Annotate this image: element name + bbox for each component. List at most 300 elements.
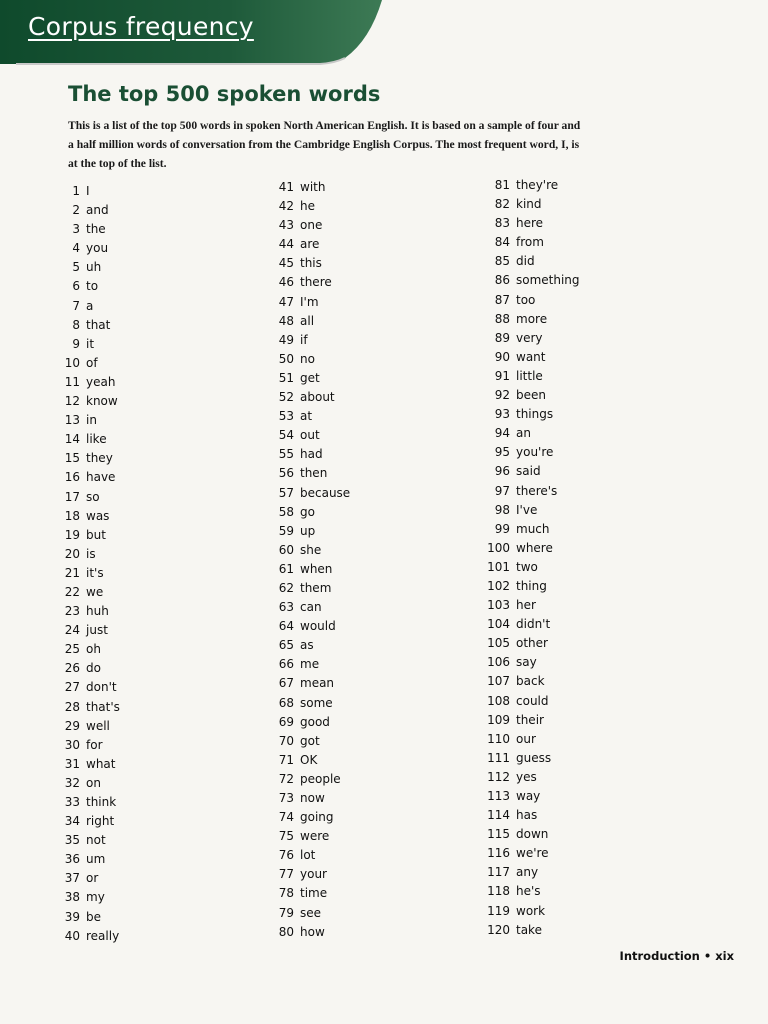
word-entry [264, 426, 414, 445]
word-rank: 27 [64, 680, 80, 695]
word-rank: 50 [278, 351, 294, 366]
word-rank: 13 [64, 413, 80, 428]
word-text: and [86, 203, 109, 218]
word-text: there [300, 275, 332, 290]
word-entry [50, 869, 200, 888]
word-text: he's [516, 884, 541, 899]
word-entry [480, 291, 630, 310]
word-rank: 44 [278, 237, 294, 252]
word-text: my [86, 890, 105, 905]
word-rank: 56 [278, 466, 294, 481]
word-rank: 82 [494, 197, 510, 212]
word-text: so [86, 489, 100, 504]
word-entry [50, 717, 200, 736]
word-rank: 58 [278, 504, 294, 519]
word-entry [264, 579, 414, 598]
word-entry [50, 888, 200, 907]
word-text: is [86, 546, 96, 561]
word-rank: 43 [278, 218, 294, 233]
word-text: really [86, 928, 120, 943]
word-entry [264, 674, 414, 693]
word-entry [264, 216, 414, 235]
word-text: things [516, 407, 554, 422]
word-rank: 45 [278, 256, 294, 271]
word-text: thing [516, 578, 547, 593]
word-text: they're [516, 178, 559, 192]
word-text: work [516, 903, 546, 918]
word-text: a [86, 298, 94, 313]
word-entry [264, 388, 414, 407]
word-text: for [86, 737, 103, 752]
word-text: that's [86, 699, 120, 714]
word-rank: 95 [494, 445, 510, 460]
word-text: no [300, 351, 315, 366]
word-entry [50, 297, 200, 316]
word-text: too [516, 292, 536, 307]
word-text: what [86, 756, 116, 771]
word-rank: 70 [278, 733, 294, 748]
word-rank: 6 [72, 279, 80, 294]
word-entry [50, 564, 200, 583]
word-rank: 78 [278, 886, 294, 901]
word-rank: 75 [278, 829, 294, 844]
word-rank: 86 [494, 273, 510, 288]
word-rank: 12 [64, 394, 80, 409]
word-text: from [516, 235, 544, 250]
word-entry [50, 277, 200, 296]
word-rank: 80 [278, 924, 294, 939]
word-rank: 73 [278, 791, 294, 805]
word-rank: 29 [64, 718, 80, 733]
word-entry [50, 755, 200, 774]
word-entry [480, 863, 630, 882]
word-rank: 53 [278, 409, 294, 424]
word-entry [264, 522, 414, 541]
word-text: much [516, 521, 550, 536]
word-text: was [86, 508, 110, 523]
word-text: I've [516, 502, 538, 517]
word-rank: 120 [487, 922, 510, 937]
word-text: were [300, 829, 330, 844]
word-rank: 40 [64, 928, 80, 943]
word-text: know [86, 394, 118, 409]
word-text: but [86, 527, 106, 542]
word-rank: 49 [278, 332, 294, 347]
word-text: time [300, 886, 328, 901]
word-text: see [300, 905, 322, 920]
word-entry [264, 293, 414, 312]
word-rank: 118 [487, 884, 510, 899]
word-entry [480, 730, 630, 749]
word-entry [264, 407, 414, 426]
word-rank: 55 [278, 447, 294, 462]
word-entry [480, 749, 630, 768]
word-entry [264, 503, 414, 522]
word-entry [264, 789, 414, 808]
word-text: or [86, 871, 99, 886]
word-entry [50, 640, 200, 659]
word-rank: 85 [494, 254, 510, 269]
word-text: of [86, 355, 98, 370]
word-entry [480, 672, 630, 691]
word-rank: 74 [278, 810, 294, 825]
word-entry [264, 923, 414, 942]
word-entry [480, 386, 630, 405]
word-rank: 48 [278, 313, 294, 328]
word-entry [264, 235, 414, 254]
word-text: get [300, 370, 320, 385]
word-rank: 106 [487, 655, 510, 670]
word-rank: 20 [64, 546, 80, 561]
word-text: here [516, 216, 544, 231]
word-entry [50, 468, 200, 487]
word-text: if [300, 332, 308, 347]
word-text: down [516, 827, 549, 842]
word-rank: 117 [487, 865, 510, 880]
word-rank: 57 [278, 485, 294, 500]
word-text: guess [516, 750, 552, 765]
word-text: that [86, 317, 111, 332]
word-entry [264, 636, 414, 655]
word-text: I [86, 184, 90, 198]
word-text: all [300, 313, 315, 328]
word-text: take [516, 922, 542, 937]
word-entry [264, 694, 414, 713]
word-entry [50, 258, 200, 277]
word-text: want [516, 349, 546, 364]
word-text: right [86, 814, 115, 829]
word-rank: 116 [487, 846, 510, 861]
word-rank: 37 [64, 871, 80, 886]
word-text: when [300, 561, 333, 576]
word-rank: 8 [72, 317, 80, 332]
word-text: did [516, 254, 535, 269]
word-text: good [300, 714, 330, 729]
word-entry [480, 577, 630, 596]
word-rank: 1 [72, 184, 80, 198]
word-entry [50, 793, 200, 812]
word-entry [480, 768, 630, 787]
word-rank: 108 [487, 693, 510, 708]
word-rank: 94 [494, 426, 510, 441]
word-rank: 101 [487, 559, 510, 574]
word-text: me [300, 657, 320, 672]
word-rank: 87 [494, 292, 510, 307]
word-rank: 11 [64, 374, 80, 389]
word-rank: 102 [487, 578, 510, 593]
word-entry [264, 713, 414, 732]
word-rank: 92 [494, 388, 510, 403]
word-entry [264, 445, 414, 464]
word-rank: 52 [278, 390, 294, 405]
word-text: them [300, 580, 332, 595]
word-rank: 14 [64, 432, 80, 447]
word-text: out [300, 428, 320, 443]
word-text: think [86, 795, 117, 809]
word-entry [50, 583, 200, 602]
word-text: as [300, 638, 314, 653]
word-text: say [516, 655, 537, 670]
word-entry [50, 392, 200, 411]
word-text: we're [516, 846, 549, 861]
word-entry [480, 653, 630, 672]
word-entry [50, 335, 200, 354]
word-text: do [86, 661, 101, 676]
word-rank: 62 [278, 580, 294, 595]
word-entry [480, 882, 630, 901]
word-text: where [516, 540, 553, 555]
word-text: you're [516, 445, 554, 460]
word-text: just [86, 623, 108, 638]
word-entry [480, 844, 630, 863]
section-banner [0, 0, 385, 66]
word-text: he [300, 199, 315, 214]
word-rank: 34 [64, 814, 80, 829]
word-rank: 30 [64, 737, 80, 752]
word-entry [264, 617, 414, 636]
word-rank: 24 [64, 623, 80, 638]
word-rank: 32 [64, 775, 80, 790]
word-rank: 19 [64, 527, 80, 542]
word-rank: 76 [278, 848, 294, 863]
word-text: back [516, 674, 545, 689]
word-rank: 84 [494, 235, 510, 250]
word-rank: 63 [278, 600, 294, 615]
word-entry [264, 331, 414, 350]
word-rank: 96 [494, 464, 510, 479]
word-rank: 51 [278, 370, 294, 385]
word-rank: 115 [487, 827, 510, 842]
word-rank: 114 [487, 808, 510, 823]
word-entry [480, 176, 630, 195]
word-rank: 60 [278, 542, 294, 557]
word-rank: 104 [487, 617, 510, 632]
word-text: can [300, 600, 322, 615]
word-entry [480, 310, 630, 329]
word-entry [50, 698, 200, 717]
word-text: not [86, 833, 106, 848]
word-text: to [86, 279, 99, 294]
word-text: way [516, 789, 541, 803]
word-entry [480, 596, 630, 615]
word-text: got [300, 733, 320, 748]
word-rank: 36 [64, 852, 80, 867]
word-text: it's [86, 565, 104, 580]
word-text: mean [300, 676, 335, 691]
word-text: like [86, 432, 107, 447]
word-text: there's [516, 483, 558, 498]
word-entry [264, 904, 414, 923]
word-entry [264, 732, 414, 751]
word-rank: 109 [487, 712, 510, 727]
word-text: how [300, 924, 325, 939]
word-rank: 65 [278, 638, 294, 653]
word-rank: 16 [64, 470, 80, 485]
word-rank: 38 [64, 890, 80, 905]
word-entry [480, 558, 630, 577]
word-entry [480, 233, 630, 252]
word-rank: 41 [278, 180, 294, 194]
word-rank: 103 [487, 598, 510, 613]
word-entry [50, 774, 200, 793]
word-entry [480, 501, 630, 520]
word-text: in [86, 413, 97, 428]
word-rank: 99 [494, 521, 510, 536]
word-text: been [516, 388, 546, 403]
word-entry [50, 736, 200, 755]
word-rank: 64 [278, 619, 294, 634]
word-text: with [300, 180, 326, 194]
word-text: at [300, 409, 313, 424]
word-entry [264, 369, 414, 388]
word-text: any [516, 865, 539, 880]
word-rank: 98 [494, 502, 510, 517]
word-text: on [86, 775, 101, 790]
word-entry [480, 348, 630, 367]
word-rank: 26 [64, 661, 80, 676]
word-text: didn't [516, 617, 551, 632]
word-rank: 66 [278, 657, 294, 672]
word-entry [50, 430, 200, 449]
word-entry [50, 526, 200, 545]
word-text: more [516, 311, 548, 326]
word-entry [480, 634, 630, 653]
word-rank: 88 [494, 311, 510, 326]
word-entry [50, 621, 200, 640]
word-rank: 91 [494, 368, 510, 383]
word-rank: 112 [487, 769, 510, 784]
word-entry [50, 812, 200, 831]
footer-section: Introduction [619, 949, 700, 963]
word-entry [264, 560, 414, 579]
word-rank: 107 [487, 674, 510, 689]
word-rank: 105 [487, 636, 510, 651]
word-entry [50, 201, 200, 220]
word-column-3 [480, 176, 630, 940]
word-entry [480, 424, 630, 443]
page-number: xix [715, 949, 734, 963]
word-entry [480, 405, 630, 424]
word-entry [480, 711, 630, 730]
word-entry [480, 367, 630, 386]
word-rank: 15 [64, 451, 80, 466]
word-rank: 97 [494, 483, 510, 498]
footer-separator: • [703, 949, 712, 963]
word-entry [50, 220, 200, 239]
word-text: our [516, 731, 536, 746]
word-entry [480, 806, 630, 825]
word-text: has [516, 808, 538, 823]
word-entry [50, 927, 200, 946]
word-rank: 18 [64, 508, 80, 523]
word-entry [264, 197, 414, 216]
word-text: about [300, 390, 335, 405]
word-rank: 28 [64, 699, 80, 714]
word-entry [480, 252, 630, 271]
word-entry [480, 443, 630, 462]
word-entry [480, 195, 630, 214]
word-entry [480, 520, 630, 539]
word-rank: 110 [487, 731, 510, 746]
word-entry [264, 484, 414, 503]
word-rank: 10 [64, 355, 80, 370]
page-footer [620, 949, 734, 963]
word-entry [264, 655, 414, 674]
word-text: she [300, 542, 322, 557]
word-entry [50, 507, 200, 526]
word-text: had [300, 447, 323, 462]
word-rank: 79 [278, 905, 294, 920]
word-rank: 3 [72, 222, 80, 237]
word-rank: 21 [64, 565, 80, 580]
word-column-1 [50, 182, 200, 946]
word-text: could [516, 693, 549, 708]
word-rank: 7 [72, 298, 80, 313]
word-entry [50, 354, 200, 373]
word-entry [264, 808, 414, 827]
page-title: The top 500 spoken words [68, 82, 381, 106]
word-entry [264, 846, 414, 865]
word-entry [264, 865, 414, 884]
word-rank: 54 [278, 428, 294, 443]
word-text: people [300, 771, 341, 786]
word-text: said [516, 464, 541, 479]
word-text: well [86, 718, 110, 733]
word-rank: 72 [278, 771, 294, 786]
word-rank: 2 [72, 203, 80, 218]
word-text: oh [86, 642, 101, 657]
word-entry [480, 482, 630, 501]
word-text: I'm [300, 294, 319, 309]
word-entry [264, 273, 414, 292]
word-text: because [300, 485, 351, 500]
word-rank: 89 [494, 330, 510, 345]
word-text: very [516, 330, 543, 345]
intro-paragraph: This is a list of the top 500 words in spoken North American English. It is based on a sample of four and a half million words of conversation from the Cambridge English Corpus. The most frequent word, I, is at the top of the list. [68, 119, 581, 170]
word-entry [264, 884, 414, 903]
word-text: have [86, 470, 116, 485]
word-text: one [300, 218, 323, 233]
word-text: they [86, 451, 113, 466]
word-rank: 4 [72, 241, 80, 256]
word-rank: 46 [278, 275, 294, 290]
word-entry [50, 488, 200, 507]
word-text: then [300, 466, 328, 481]
word-text: yes [516, 769, 537, 784]
word-entry [50, 678, 200, 697]
word-rank: 59 [278, 523, 294, 538]
word-text: go [300, 504, 315, 519]
word-entry [50, 831, 200, 850]
word-entry [264, 464, 414, 483]
word-rank: 67 [278, 676, 294, 691]
word-entry [480, 825, 630, 844]
word-text: an [516, 426, 531, 441]
word-text: going [300, 810, 334, 825]
word-text: up [300, 523, 316, 538]
word-entry [50, 239, 200, 258]
word-entry [50, 659, 200, 678]
word-rank: 93 [494, 407, 510, 422]
word-entry [264, 770, 414, 789]
word-rank: 77 [278, 867, 294, 882]
word-text: their [516, 712, 544, 727]
word-rank: 42 [278, 199, 294, 214]
word-entry [480, 615, 630, 634]
word-rank: 111 [487, 750, 510, 765]
word-text: um [86, 852, 106, 867]
banner-title: Corpus frequency [28, 12, 254, 41]
